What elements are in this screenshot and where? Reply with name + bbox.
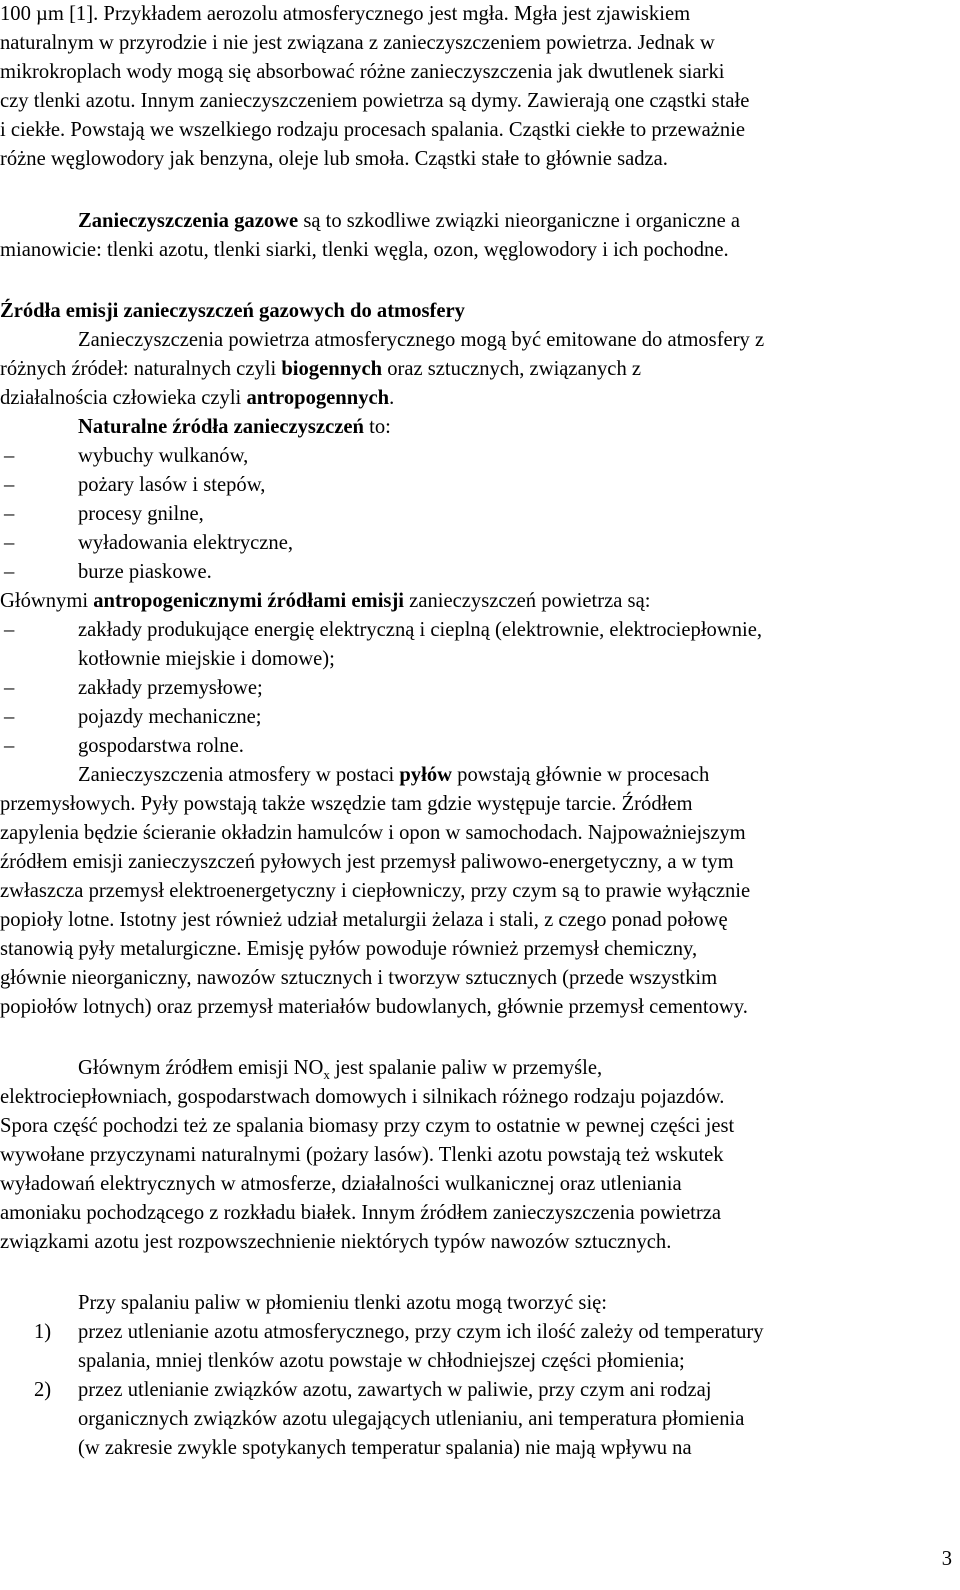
paragraph-aerosol-line-4: czy tlenki azotu. Innym zanieczyszczeniem powietrza są dymy. Zawierają one cząstki stałe	[0, 90, 750, 112]
list-item: przez utlenianie azotu atmosferycznego, przy czym ich ilość zależy od temperatury	[78, 1321, 764, 1343]
paragraph-gas-line-1: Zanieczyszczenia gazowe są to szkodliwe związki nieorganiczne i organiczne a	[78, 210, 741, 232]
paragraph-aerosol-line-6: różne węglowodory jak benzyna, oleje lub smoła. Cząstki stałe to głównie sadza.	[0, 148, 668, 170]
list-item: zakłady produkujące energię elektryczną i cieplną (elektrownie, elektrociepłownie,	[78, 619, 763, 641]
list-dash: –	[4, 561, 15, 583]
paragraph-nox-line-2: elektrociepłowniach, gospodarstwach domowych i silnikach różnego rodzaju pojazdów.	[0, 1086, 725, 1108]
list-item: wyładowania elektryczne,	[78, 532, 293, 554]
list-item: procesy gnilne,	[78, 503, 204, 525]
paragraph-sources-line-1: Zanieczyszczenia powietrza atmosferycznego mogą być emitowane do atmosfery z	[78, 329, 765, 351]
paragraph-sources-line-3: działalnościa człowieka czyli antropogennych.	[0, 387, 395, 409]
list-item: zakłady przemysłowe;	[78, 677, 263, 699]
list-item-continuation: spalania, mniej tlenków azotu powstaje w chłodniejszej części płomienia;	[78, 1350, 685, 1372]
paragraph-formation-intro: Przy spalaniu paliw w płomieniu tlenki azotu mogą tworzyć się:	[78, 1292, 608, 1314]
list-item-continuation: kotłownie miejskie i domowe);	[78, 648, 335, 670]
list-dash: –	[4, 706, 15, 728]
list-dash: –	[4, 503, 15, 525]
paragraph-nox-line-7: związkami azotu jest rozpowszechnienie niektórych typów nawozów sztucznych.	[0, 1231, 672, 1253]
paragraph-nox-line-1: Głównym źródłem emisji $NO_x$ jest spalanie paliw w przemyśle,	[78, 1057, 603, 1083]
paragraph-dust-line-5: zwłaszcza przemysł elektroenergetyczny i ciepłowniczy, przy czym są to prawie wyłącznie	[0, 880, 751, 902]
list-item-continuation: (w zakresie zwykle spotykanych temperatur spalania) nie mają wpływu na	[78, 1437, 692, 1459]
paragraph-gas-line-2: mianowicie: tlenki azotu, tlenki siarki, tlenki węgla, ozon, węglowodory i ich pochodne.	[0, 239, 729, 261]
paragraph-dust-line-4: źródłem emisji zanieczyszczeń pyłowych jest przemysł paliwowo-energetyczny, a w tym	[0, 851, 734, 873]
paragraph-nox-line-6: amoniaku pochodzącego z rozkładu białek. Innym źródłem zanieczyszczenia powietrza	[0, 1202, 722, 1224]
paragraph-aerosol-line-5: i ciekłe. Powstają we wszelkiego rodzaju procesach spalania. Cząstki ciekłe to przeważnie	[0, 119, 746, 141]
paragraph-sources-line-2: różnych źródeł: naturalnych czyli biogennych oraz sztucznych, związanych z	[0, 358, 642, 380]
natural-sources-intro: Naturalne źródła zanieczyszczeń to:	[78, 416, 391, 438]
list-number: 2)	[34, 1379, 52, 1401]
anthropogenic-sources-intro: Głównymi antropogenicznymi źródłami emisji zanieczyszczeń powietrza są:	[0, 590, 651, 612]
list-item: przez utlenianie związków azotu, zawartych w paliwie, przy czym ani rodzaj	[78, 1379, 712, 1401]
list-item: wybuchy wulkanów,	[78, 445, 249, 467]
paragraph-dust-line-8: głównie nieorganiczny, nawozów sztucznych i tworzyw sztucznych (przede wszystkim	[0, 967, 718, 989]
list-item: pożary lasów i stepów,	[78, 474, 266, 496]
paragraph-aerosol-line-1: 100 µm [1]. Przykładem aerozolu atmosferycznego jest mgła. Mgła jest zjawiskiem	[0, 3, 691, 25]
paragraph-dust-line-7: stanowią pyły metalurgiczne. Emisję pyłów powoduje również przemysł chemiczny,	[0, 938, 698, 960]
paragraph-nox-line-3: Spora część pochodzi też ze spalania biomasy przy czym to ostatnie w pewnej części jest	[0, 1115, 735, 1137]
term-gaseous-pollutants: Zanieczyszczenia gazowe	[78, 210, 299, 232]
list-item: burze piaskowe.	[78, 561, 212, 583]
list-dash: –	[4, 474, 15, 496]
paragraph-dust-line-2: przemysłowych. Pyły powstają także wszędzie tam gdzie występuje tarcie. Źródłem	[0, 793, 693, 815]
list-dash: –	[4, 532, 15, 554]
paragraph-dust-line-9: popiołów lotnych) oraz przemysł materiałów budowlanych, głównie przemysł cementowy.	[0, 996, 748, 1018]
paragraph-nox-line-5: wyładowań elektrycznych w atmosferze, działalności wulkanicznej oraz utleniania	[0, 1173, 682, 1195]
paragraph-aerosol-line-2: naturalnym w przyrodzie i nie jest związana z zanieczyszczeniem powietrza. Jednak w	[0, 32, 715, 54]
paragraph-dust-line-6: popioły lotne. Istotny jest również udział metalurgii żelaza i stali, z czego ponad połowę	[0, 909, 728, 931]
list-dash: –	[4, 445, 15, 467]
list-dash: –	[4, 619, 15, 641]
paragraph-nox-line-4: wywołane przyczynami naturalnymi (pożary lasów). Tlenki azotu powstają też wskutek	[0, 1144, 724, 1166]
list-dash: –	[4, 735, 15, 757]
section-heading: Źródła emisji zanieczyszczeń gazowych do atmosfery	[0, 300, 465, 322]
list-item: gospodarstwa rolne.	[78, 735, 244, 757]
paragraph-dust-line-3: zapylenia będzie ścieranie okładzin hamulców i opon w samochodach. Najpoważniejszym	[0, 822, 746, 844]
list-dash: –	[4, 677, 15, 699]
list-item: pojazdy mechaniczne;	[78, 706, 262, 728]
paragraph-aerosol-line-3: mikrokroplach wody mogą się absorbować różne zanieczyszczenia jak dwutlenek siarki	[0, 61, 725, 83]
list-number: 1)	[34, 1321, 52, 1343]
list-item-continuation: organicznych związków azotu ulegających utlenianiu, ani temperatura płomienia	[78, 1408, 745, 1430]
page-number: 3	[941, 1548, 952, 1570]
paragraph-dust-line-1: Zanieczyszczenia atmosfery w postaci pyłów powstają głównie w procesach	[78, 764, 710, 786]
